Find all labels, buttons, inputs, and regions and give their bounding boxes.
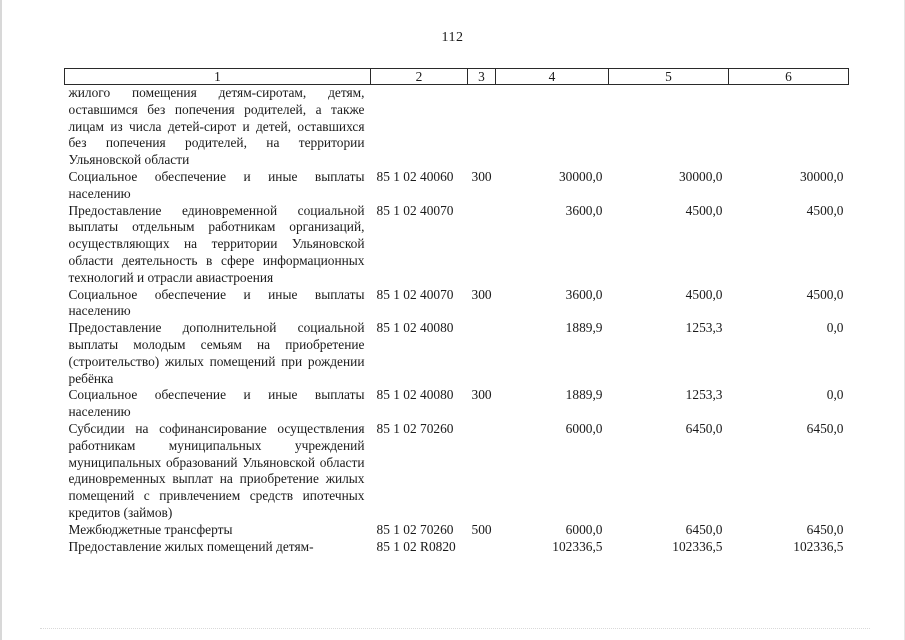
- row-code: 85 1 02 40060: [376, 168, 454, 184]
- row-value-col5: 30000,0: [678, 168, 723, 184]
- row-kvr: 300: [471, 168, 492, 184]
- row-code: 85 1 02 70260: [376, 521, 454, 537]
- row-value-col6: 6450,0: [806, 521, 844, 537]
- row-kvr: 500: [471, 521, 492, 537]
- scan-bottom-artifact: [40, 628, 870, 631]
- row-code: 85 1 02 40080: [376, 320, 454, 336]
- row-name: Субсидии на софинансирование осуществления работникам муниципальных учреждений муниципальных образований Ульяновской области единовременных выплат на приобретение жилых помещений с привлечением средств ипотечных кредитов (займов): [68, 420, 365, 520]
- row-value-col6: 102336,5: [793, 538, 844, 554]
- row-kvr: [468, 85, 496, 169]
- row-kvr: 300: [471, 387, 492, 403]
- row-value-col6: 0,0: [826, 387, 844, 403]
- row-value-col6: 0,0: [826, 320, 844, 336]
- row-value-col6: [729, 85, 849, 169]
- row-value-col6: 4500,0: [806, 202, 844, 218]
- table-row: [65, 421, 849, 522]
- row-value-col4: 1889,9: [565, 387, 603, 403]
- row-name: Предоставление дополнительной социальной выплаты молодым семьям на приобретение (строительство) жилых помещений при рождении ребёнка: [68, 320, 365, 386]
- row-kvr: [468, 421, 496, 522]
- row-value-col4: 30000,0: [558, 168, 603, 184]
- table-row: [65, 169, 849, 203]
- table-row: [65, 320, 849, 387]
- row-code: 85 1 02 70260: [376, 420, 454, 436]
- row-value-col5: 1253,3: [685, 387, 723, 403]
- row-value-col4: 3600,0: [565, 202, 603, 218]
- header-col-6: 6: [729, 69, 849, 85]
- table-row: [65, 287, 849, 321]
- row-value-col4: 102336,5: [552, 538, 603, 554]
- row-name: Предоставление единовременной социальной выплаты отдельным работникам организаций, осуществляющих на территории Ульяновской области деятельность в сфере информационных технологий и отрасли авиастроения: [68, 202, 365, 285]
- row-value-col5: 102336,5: [672, 538, 723, 554]
- row-value-col5: 6450,0: [685, 521, 723, 537]
- row-kvr: [468, 539, 496, 556]
- row-name: Межбюджетные трансферты: [68, 521, 233, 537]
- table-row: [65, 387, 849, 421]
- row-value-col4: 1889,9: [565, 320, 603, 336]
- table-header-row: [65, 69, 849, 85]
- header-col-5: 5: [609, 69, 729, 85]
- row-value-col4: 6000,0: [565, 521, 603, 537]
- row-value-col6: 30000,0: [799, 168, 844, 184]
- row-value-col5: 4500,0: [685, 286, 723, 302]
- row-name: жилого помещения детям-сиротам, детям, оставшимся без попечения родителей, а также лицам из числа детей-сирот и детей, оставшихся без попечения родителей, на территории Ульяновской области: [68, 85, 365, 168]
- row-code: 85 1 02 40080: [376, 387, 454, 403]
- header-col-4: 4: [496, 69, 609, 85]
- row-value-col4: 3600,0: [565, 286, 603, 302]
- table-row: [65, 85, 849, 169]
- row-code: [371, 85, 468, 169]
- row-value-col5: 6450,0: [685, 420, 723, 436]
- row-value-col5: 1253,3: [685, 320, 723, 336]
- header-col-1: 1: [65, 69, 371, 85]
- table-row: [65, 522, 849, 539]
- row-kvr: [468, 203, 496, 287]
- row-name: Предоставление жилых помещений детям-: [68, 538, 314, 554]
- row-name: Социальное обеспечение и иные выплаты населению: [68, 286, 365, 319]
- header-col-3: 3: [468, 69, 496, 85]
- page-number: 112: [441, 30, 464, 45]
- row-code: 85 1 02 40070: [376, 202, 454, 218]
- table-row: [65, 539, 849, 556]
- row-value-col6: 4500,0: [806, 286, 844, 302]
- row-value-col4: [496, 85, 609, 169]
- row-code: 85 1 02 R0820: [376, 538, 456, 554]
- table-row: [65, 203, 849, 287]
- budget-table: [64, 68, 849, 555]
- row-value-col6: 6450,0: [806, 420, 844, 436]
- row-value-col4: 6000,0: [565, 420, 603, 436]
- header-col-2: 2: [371, 69, 468, 85]
- row-name: Социальное обеспечение и иные выплаты населению: [68, 387, 365, 420]
- row-value-col5: 4500,0: [685, 202, 723, 218]
- row-kvr: [468, 320, 496, 387]
- row-code: 85 1 02 40070: [376, 286, 454, 302]
- row-value-col5: [609, 85, 729, 169]
- row-name: Социальное обеспечение и иные выплаты населению: [68, 168, 365, 201]
- row-kvr: 300: [471, 286, 492, 302]
